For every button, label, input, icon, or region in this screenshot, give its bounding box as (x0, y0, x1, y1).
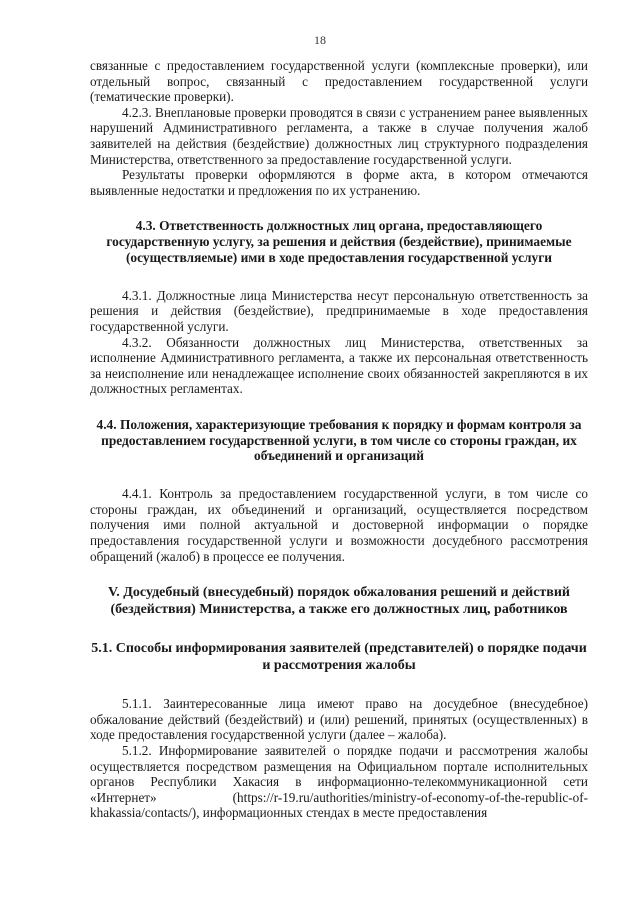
paragraph-4-3-1: 4.3.1. Должностные лица Министерства несут персональную ответственность за решения и действия (бездействие), предпринимаемые в ходе предоставления государственной услуги. (90, 287, 588, 334)
section-heading-5-1: 5.1. Способы информирования заявителей (представителей) о порядке подачи и рассмотрения жалобы (91, 641, 587, 674)
paragraph-5-1-2: 5.1.2. Информирование заявителей о порядке подачи и рассмотрения жалобы осуществляется посредством размещения на Официальном портале исполнительных органов Республики Хакасия в информационно-телекоммуникационной сети «Интернет» (https://r-19.ru/authorities/ministry-of-economy-of-the-republic-of-khakassia/contacts/), информационных стендах в месте предоставления (90, 743, 588, 821)
paragraph-continuation: связанные с предоставлением государственной услуги (комплексные проверки), или отдельный вопрос, связанный с предоставлением государственной услуги (тематические проверки). (90, 58, 588, 105)
chapter-heading-V: V. Досудебный (внесудебный) порядок обжалования решений и действий (бездействия) Министерства, а также его должностных лиц, работников (107, 585, 570, 618)
section-heading-4-3: 4.3. Ответственность должностных лиц органа, предоставляющего государственную услугу, за решения и действия (бездействие), принимаемые (осуществляемые) ими в ходе предоставления государственной услуги (106, 218, 572, 265)
paragraph-4-3-2: 4.3.2. Обязанности должностных лиц Министерства, ответственных за исполнение Административного регламента, а также их персональная ответственность за неисполнение или ненадлежащее исполнение своих обязанностей закрепляются в их должностных регламентах. (90, 334, 588, 397)
paragraph-inspection-results: Результаты проверки оформляются в форме акта, в котором отмечаются выявленные недостатки и предложения по их устранению. (90, 167, 588, 198)
page-number: 18 (314, 33, 326, 47)
paragraph-4-2-3: 4.2.3. Внеплановые проверки проводятся в связи с устранением ранее выявленных нарушений Административного регламента, а также в случае получения жалоб заявителей на действия (бездействие) должностных лиц структурного подразделения Министерства, ответственного за предоставление государственной услуги. (90, 104, 588, 167)
paragraph-5-1-1: 5.1.1. Заинтересованные лица имеют право на досудебное (внесудебное) обжалование действий (бездействий) и (или) решений, принятых (осуществленных) в ходе предоставления государственной услуги (далее – жалоба). (90, 696, 588, 743)
paragraph-4-4-1: 4.4.1. Контроль за предоставлением государственной услуги, в том числе со стороны граждан, их объединений и организаций, осуществляется посредством получения ими полной актуальной и достоверной информации о порядке предоставления государственной услуги и возможности досудебного рассмотрения обращений (жалоб) в процессе ее получения. (90, 486, 588, 564)
document-body (90, 58, 588, 821)
section-heading-4-4: 4.4. Положения, характеризующие требования к порядку и формам контроля за предоставлением государственной услуги, в том числе со стороны граждан, их объединений и организаций (96, 416, 582, 464)
